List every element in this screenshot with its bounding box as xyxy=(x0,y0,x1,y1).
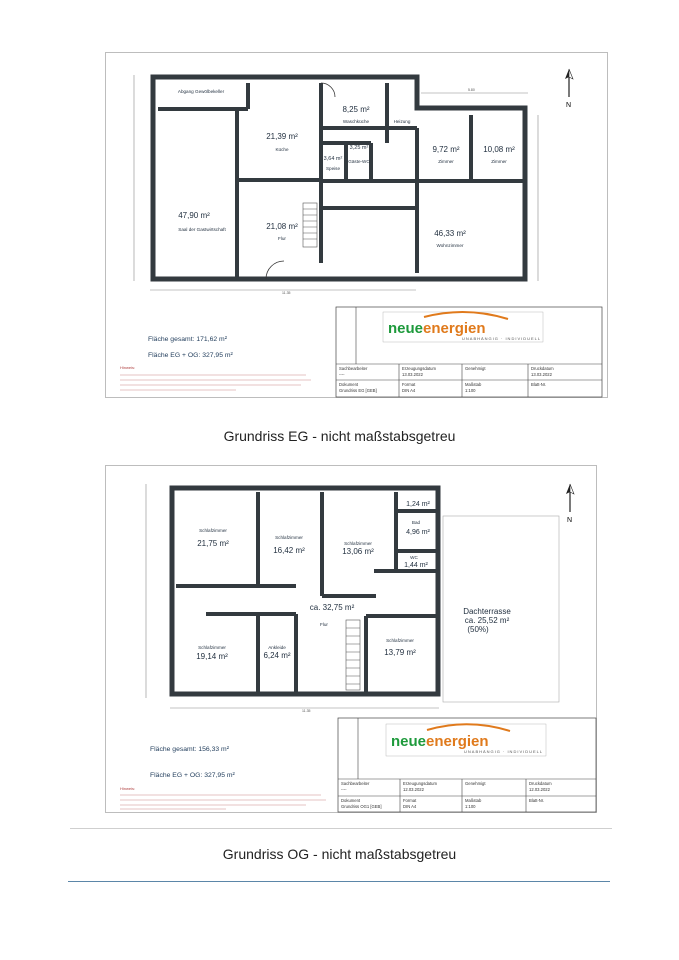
tb-og-erzeugung-label: Erzeugungsdatum xyxy=(403,781,437,786)
divider-top xyxy=(70,828,612,829)
room-ankleide-name: Ankleide xyxy=(268,645,286,650)
floorplan-og-drawing xyxy=(106,466,598,814)
room-terrasse-area: ca. 25,52 m² xyxy=(464,616,510,625)
caption-og: Grundriss OG - nicht maßstabsgetreu xyxy=(222,846,457,862)
tb-og-massstab-label: Maßstab xyxy=(465,798,482,803)
tb-dokument-label: Dokument xyxy=(339,382,359,387)
room-zimmer2-name: Zimmer xyxy=(491,159,507,164)
og-note-label: Hinweis: xyxy=(120,786,136,791)
og-logo-tagline: UNABHÄNGIG · INDIVIDUELL xyxy=(464,749,544,754)
room-wohn-area: 46,33 m² xyxy=(434,229,466,238)
og-combined-area: Fläche EG + OG: 327,95 m² xyxy=(150,772,235,779)
room-kueche-name: Küche xyxy=(275,147,289,152)
room-schlaf5-area: 13,79 m² xyxy=(384,648,416,657)
staircase-eg xyxy=(303,203,317,247)
room-gaeste-area: 3,25 m² xyxy=(349,145,369,151)
room-schlaf3-name: Schlafzimmer xyxy=(344,541,372,546)
room-zimmer1-name: Zimmer xyxy=(438,159,454,164)
tb-og-blatt-label: Blatt-Nr. xyxy=(529,798,545,803)
tb-genehmigt-label: Genehmigt xyxy=(465,366,486,371)
caption-eg: Grundriss EG - nicht maßstabsgetreu xyxy=(223,428,456,444)
north-arrow-icon xyxy=(566,484,574,524)
svg-text:5.80: 5.80 xyxy=(468,88,475,92)
room-saal-area: 47,90 m² xyxy=(178,211,210,220)
tb-og-format-label: Format xyxy=(403,798,417,803)
room-zimmer1-area: 9,72 m² xyxy=(432,145,460,154)
staircase-og xyxy=(346,620,360,690)
eg-title-block xyxy=(336,307,602,397)
svg-text:11.35: 11.35 xyxy=(282,291,291,295)
tb-druck-value: 13.03.2022 xyxy=(531,372,552,377)
room-saal-name: Saal der Gastwirtschaft xyxy=(178,227,226,232)
divider-bottom xyxy=(68,881,610,882)
room-terrasse-share: (50%) xyxy=(467,625,489,634)
og-title-block xyxy=(338,718,596,812)
door-arc xyxy=(266,261,284,279)
eg-total-area: Fläche gesamt: 171,62 m² xyxy=(148,336,227,343)
eg-combined-area: Fläche EG + OG: 327,95 m² xyxy=(148,352,233,359)
room-schlaf4-area: 19,14 m² xyxy=(196,652,228,661)
north-label: N xyxy=(566,102,572,109)
tb-massstab-value: 1:100 xyxy=(465,388,476,393)
tb-og-massstab-value: 1:100 xyxy=(465,804,476,809)
tb-og-format-value: DIN A4 xyxy=(403,804,417,809)
room-speise-area: 3,64 m² xyxy=(323,156,343,162)
floorplan-sheet-eg xyxy=(105,52,608,398)
room-flur-og-name: Flur xyxy=(320,622,328,627)
tb-og-genehmigt-label: Genehmigt xyxy=(465,781,486,786)
door-arc xyxy=(321,83,335,97)
tb-format-value: DIN A4 xyxy=(402,388,416,393)
room-terrasse-name: Dachterrasse xyxy=(463,607,511,616)
tb-format-label: Format xyxy=(402,382,416,387)
tb-sachbearbeiter-label: Sachbearbeiter xyxy=(339,366,368,371)
room-kueche-area: 21,39 m² xyxy=(266,132,298,141)
room-schlaf1-name: Schlafzimmer xyxy=(199,528,227,533)
tb-og-sachbearbeiter-label: Sachbearbeiter xyxy=(341,781,370,786)
room-wasch-name: Waschküche xyxy=(342,119,370,124)
room-wc-name: WC xyxy=(410,555,418,560)
room-schlaf3-area: 13,06 m² xyxy=(342,547,374,556)
room-speise-name: Speise xyxy=(325,166,341,171)
north-label-og: N xyxy=(567,517,573,524)
room-bad-area: 4,96 m² xyxy=(406,529,430,536)
room-wc-area: 1,44 m² xyxy=(404,562,428,569)
room-zimmer2-area: 10,08 m² xyxy=(483,145,515,154)
floorplan-eg-drawing xyxy=(106,53,609,399)
floorplan-sheet-og xyxy=(105,465,597,813)
room-wohn-name: Wohnzimmer xyxy=(436,243,464,248)
room-schlaf1-area: 21,75 m² xyxy=(197,539,229,548)
og-total-area: Fläche gesamt: 156,33 m² xyxy=(150,746,229,753)
tb-dokument-value: Grundriss EG [GEB] xyxy=(339,388,377,393)
room-bad-name: Bad xyxy=(411,520,421,525)
tb-og-druck-value: 12.03.2022 xyxy=(529,787,550,792)
tb-og-druck-label: Druckdatum xyxy=(529,781,552,786)
north-arrow-icon xyxy=(565,69,573,109)
tb-sachbearbeiter-value: ---- xyxy=(339,372,345,377)
eg-logo: neueenergien xyxy=(388,320,486,337)
room-schlaf2-area: 16,42 m² xyxy=(273,546,305,555)
tb-massstab-label: Maßstab xyxy=(465,382,482,387)
tb-blatt-label: Blatt-Nr. xyxy=(531,382,547,387)
eg-note-label: Hinweis: xyxy=(120,365,136,370)
room-wasch-area: 8,25 m² xyxy=(342,105,370,114)
room-flur-og-area: ca. 32,75 m² xyxy=(309,603,355,612)
room-abgang-name: Abgang Gewölbekeller xyxy=(177,89,225,94)
room-flur-name: Flur xyxy=(278,236,286,241)
tb-erzeugung-value: 13.03.2022 xyxy=(402,372,423,377)
tb-og-erzeugung-value: 12.03.2022 xyxy=(403,787,424,792)
tb-erzeugung-label: Erzeugungsdatum xyxy=(402,366,436,371)
room-schlaf2-name: Schlafzimmer xyxy=(275,535,303,540)
svg-text:11.35: 11.35 xyxy=(302,709,311,713)
room-heizung-name: Heizung xyxy=(393,119,411,124)
room-flur-area: 21,08 m² xyxy=(266,222,298,231)
tb-og-dokument-value: Grundriss OG1 [GEB] xyxy=(341,804,382,809)
tb-druck-label: Druckdatum xyxy=(531,366,554,371)
eg-logo-tagline: UNABHÄNGIG · INDIVIDUELL xyxy=(462,336,542,341)
room-schlaf5-name: Schlafzimmer xyxy=(386,638,414,643)
room-abstell-area: 1,24 m² xyxy=(406,501,430,508)
room-schlaf4-name: Schlafzimmer xyxy=(198,645,226,650)
tb-og-sachbearbeiter-value: ---- xyxy=(341,787,347,792)
room-ankleide-area: 6,24 m² xyxy=(263,651,291,660)
og-logo: neueenergien xyxy=(391,733,489,750)
room-gaeste-name: Gäste-WC xyxy=(348,159,370,164)
tb-og-dokument-label: Dokument xyxy=(341,798,361,803)
